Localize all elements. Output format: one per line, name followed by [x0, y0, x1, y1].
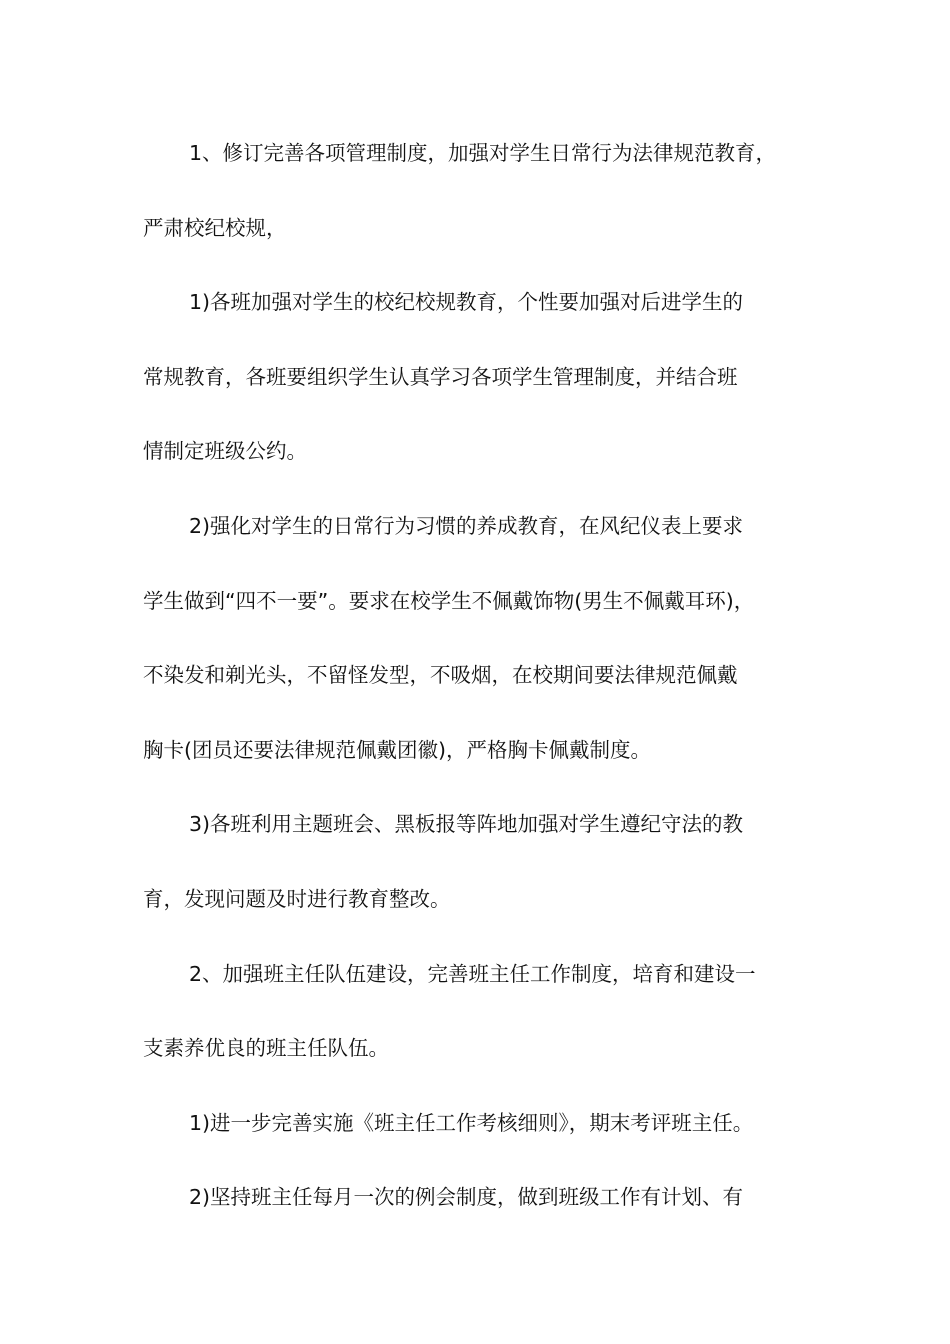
paragraph-line: 支素养优良的班主任队伍。 [143, 1036, 389, 1061]
paragraph-line: 1)各班加强对学生的校纪校规教育，个性要加强对后进学生的 [189, 290, 744, 315]
paragraph-line: 3)各班利用主题班会、黑板报等阵地加强对学生遵纪守法的教 [189, 812, 744, 837]
paragraph-line: 育，发现问题及时进行教育整改。 [143, 886, 451, 911]
paragraph-line: 情制定班级公约。 [143, 439, 307, 464]
paragraph-line: 学生做到“四不一要”。要求在校学生不佩戴饰物(男生不佩戴耳环)， [143, 588, 755, 613]
paragraph-line: 胸卡(团员还要法律规范佩戴团徽)，严格胸卡佩戴制度。 [143, 737, 651, 762]
paragraph-line: 2、加强班主任队伍建设，完善班主任工作制度，培育和建设一 [189, 961, 756, 986]
paragraph-line: 不染发和剃光头，不留怪发型，不吸烟，在校期间要法律规范佩戴 [143, 663, 738, 688]
paragraph-line: 常规教育，各班要组织学生认真学习各项学生管理制度，并结合班 [143, 364, 738, 389]
paragraph-line: 2)强化对学生的日常行为习惯的养成教育，在风纪仪表上要求 [189, 513, 744, 538]
paragraph-line: 1)进一步完善实施《班主任工作考核细则》，期末考评班主任。 [189, 1110, 754, 1135]
paragraph-line: 1、修订完善各项管理制度，加强对学生日常行为法律规范教育， [189, 141, 777, 165]
paragraph-line: 严肃校纪校规， [143, 215, 287, 240]
paragraph-line: 2)坚持班主任每月一次的例会制度，做到班级工作有计划、有 [189, 1185, 744, 1210]
document-body [143, 127, 813, 1246]
